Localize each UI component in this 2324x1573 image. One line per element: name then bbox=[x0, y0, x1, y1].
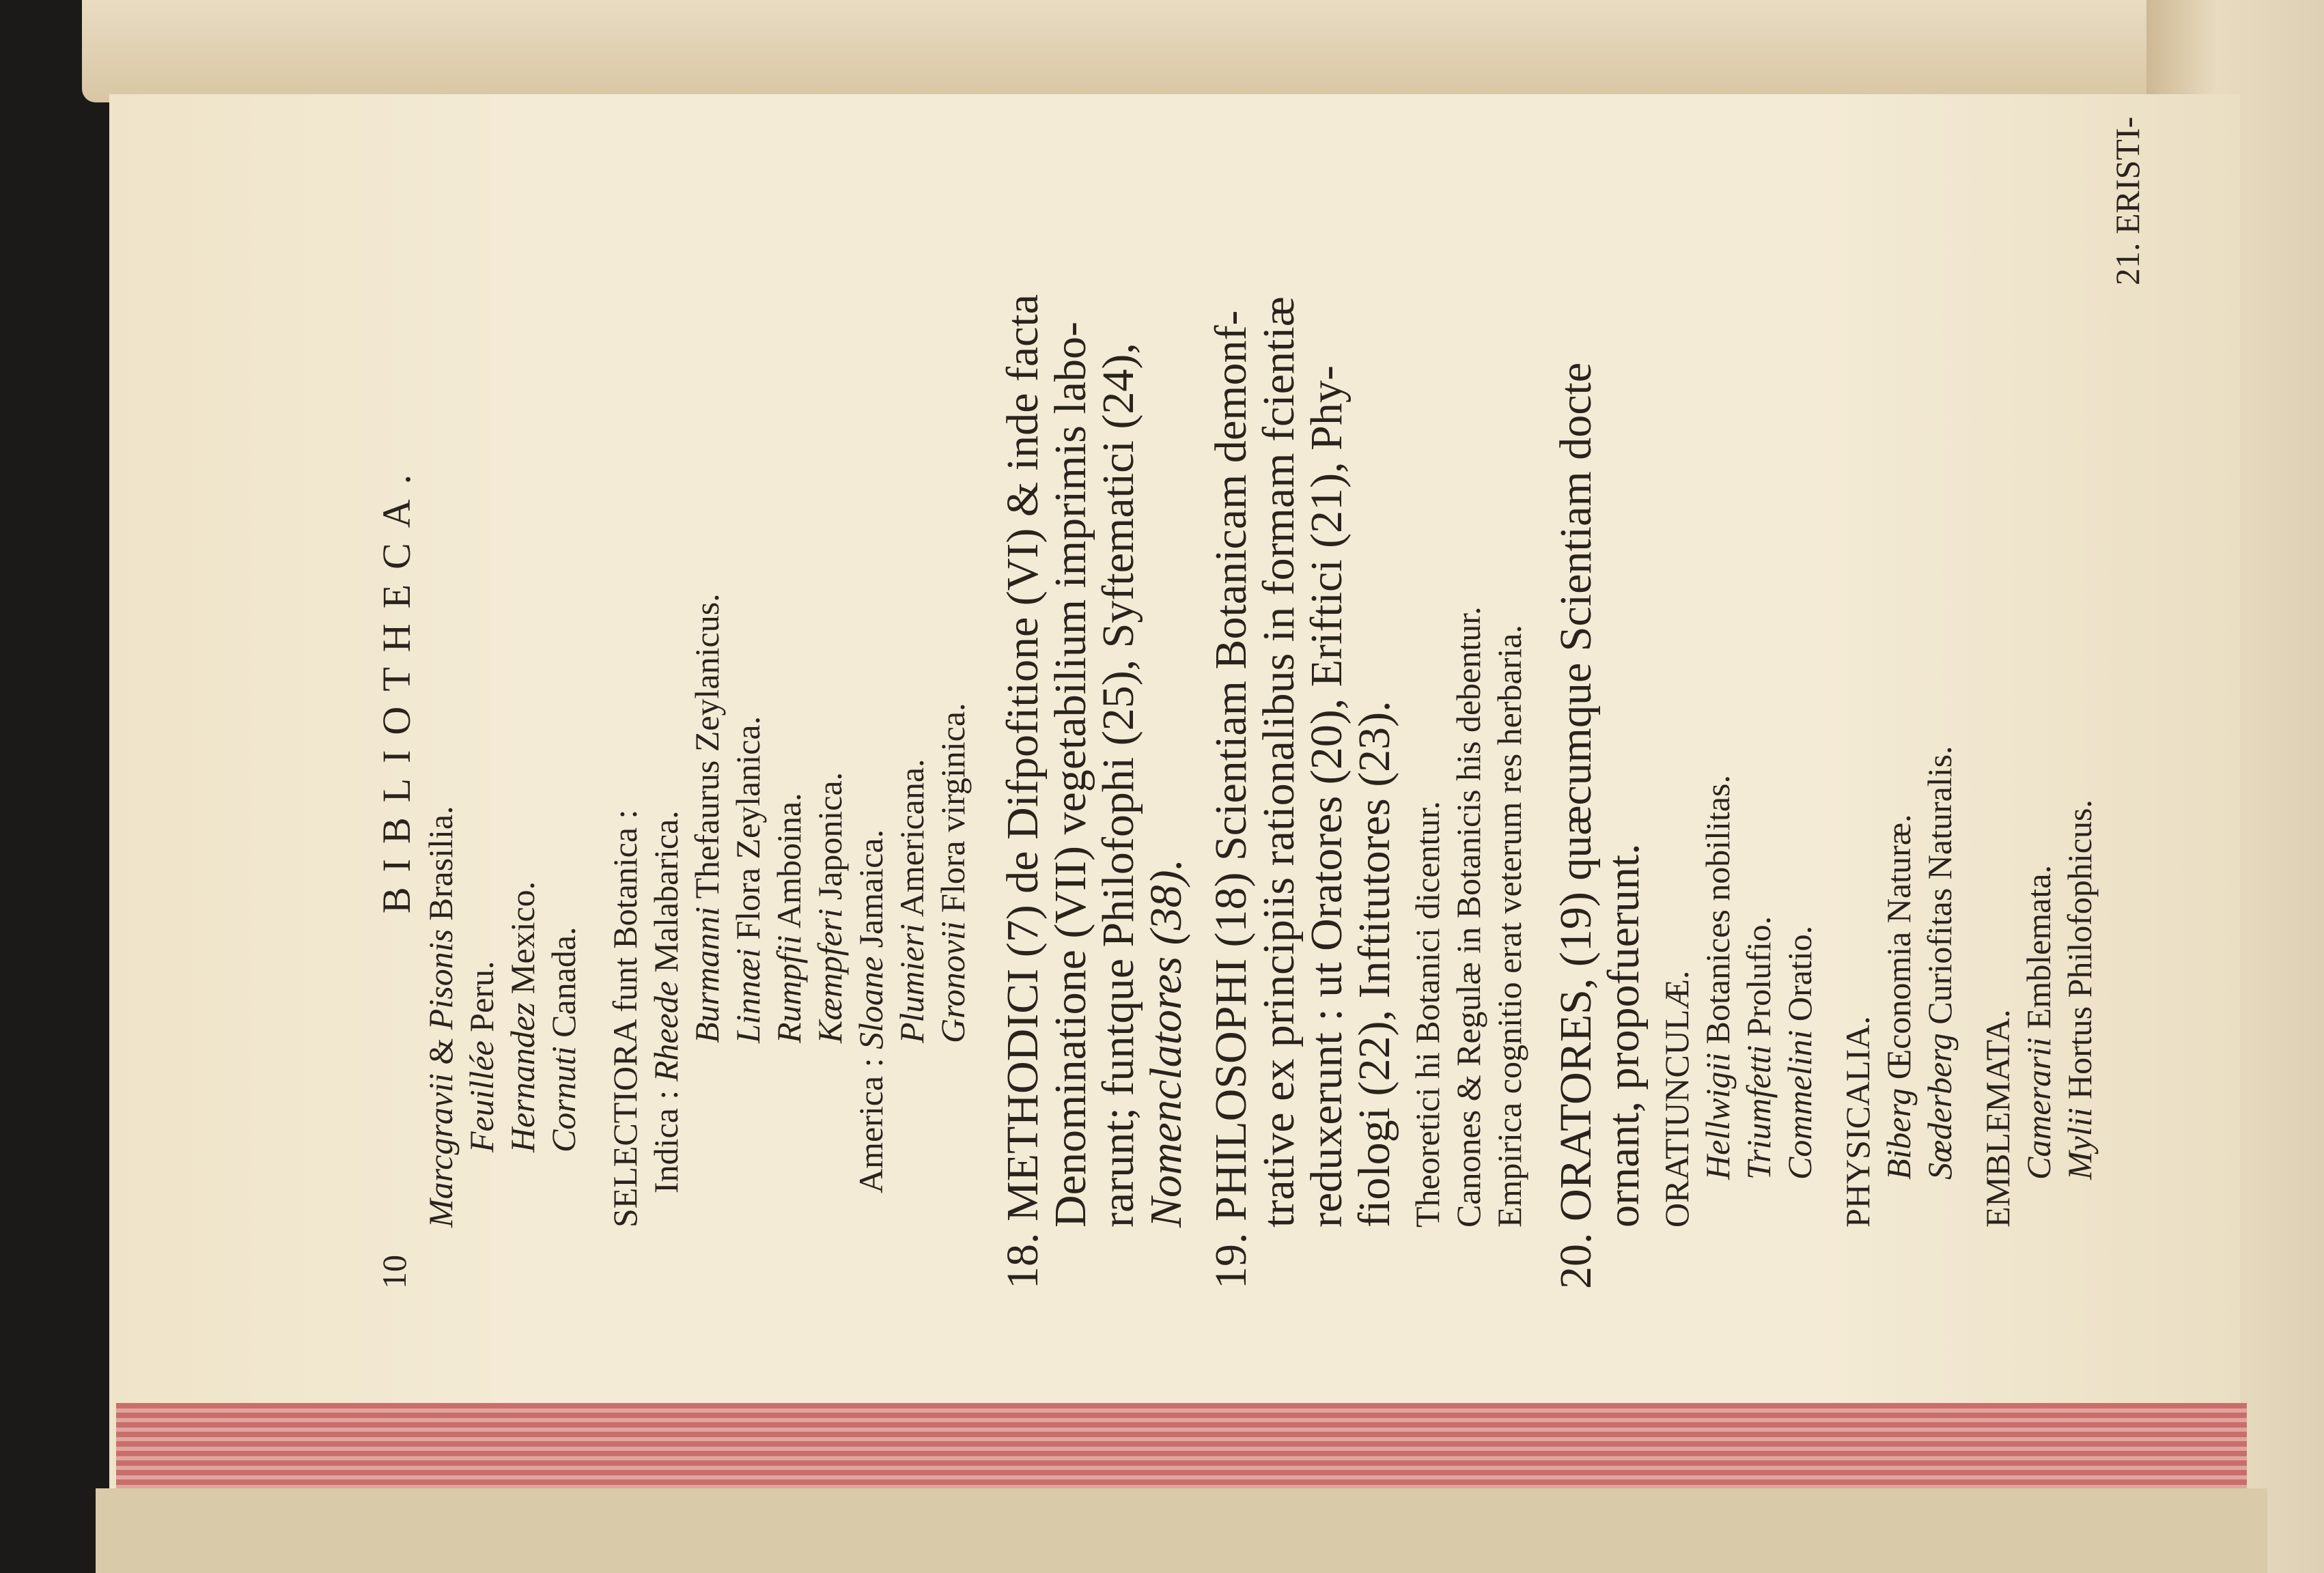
author: Pisonis bbox=[421, 929, 460, 1030]
title: Brasilia. bbox=[421, 806, 460, 921]
line-hellwigii bbox=[1700, 775, 1735, 1180]
author: Commelini bbox=[1780, 1030, 1819, 1180]
note-line-3: Empirica cognitio erat veterum res herbaria. bbox=[1490, 625, 1528, 1228]
line-biberg bbox=[1881, 814, 1916, 1180]
author: Gronovii bbox=[934, 921, 972, 1043]
section-18-line-3: rarunt; funtque Philofophi (25), Syftematici (24), bbox=[1093, 343, 1143, 1228]
author: Rumpfii bbox=[770, 935, 808, 1043]
line-4 bbox=[544, 926, 583, 1152]
author: Marcgravii bbox=[421, 1073, 460, 1228]
title: Amboina. bbox=[770, 793, 808, 929]
line-11 bbox=[854, 830, 888, 1193]
author: Cornuti bbox=[544, 1046, 583, 1152]
region-label: America : bbox=[852, 1058, 890, 1193]
line-mylii bbox=[2062, 799, 2097, 1180]
page-text bbox=[109, 94, 2240, 1494]
title: Canada. bbox=[544, 926, 583, 1038]
line-soederberg bbox=[1922, 746, 1957, 1180]
line-8 bbox=[731, 716, 765, 1043]
title: Botanices nobilitas. bbox=[1698, 775, 1737, 1045]
facing-page-edge bbox=[82, 0, 2240, 102]
author: Hellwigii bbox=[1698, 1052, 1737, 1180]
section-18-line-2: Denominatione (VII) vegetabilium imprimis labo- bbox=[1046, 322, 1095, 1228]
line-camerarii bbox=[2021, 865, 2056, 1180]
title: Oratio. bbox=[1780, 925, 1819, 1022]
section-20-line-1: 20. ORATORES, (19) quæcumque Scientiam docte bbox=[1551, 362, 1601, 1289]
title: Œconomia Naturæ. bbox=[1879, 814, 1918, 1080]
line-3 bbox=[505, 881, 540, 1152]
title: Americana. bbox=[893, 759, 931, 918]
author: Sœderberg bbox=[1920, 1033, 1959, 1180]
book-board bbox=[96, 1488, 2267, 1573]
line-10 bbox=[813, 772, 847, 1043]
emblemata-heading: EMBLEMATA. bbox=[1978, 1009, 2017, 1228]
section-19-line-2: trative ex principiis rationalibus in formam fcientiæ bbox=[1254, 296, 1304, 1228]
title: Thefaurus Zeylanicus. bbox=[688, 593, 726, 899]
author: Mylii bbox=[2060, 1107, 2099, 1180]
line-triumfetti bbox=[1741, 916, 1776, 1180]
section-19-line-4: fiologi (22), Inftitutores (23). bbox=[1349, 700, 1399, 1228]
note-line-2: Canones & Regulæ in Botanicis his debentur. bbox=[1449, 606, 1487, 1228]
line-1 bbox=[423, 806, 458, 1228]
region-label: Indica : bbox=[647, 1090, 685, 1193]
section-19-line-3: reduxerunt : ut Oratores (20), Eriftici (21), Phy- bbox=[1302, 365, 1352, 1228]
title: Hortus Philofophicus. bbox=[2060, 799, 2099, 1099]
section-18-line-1: 18. METHODICI (7) de Difpofitione (VI) & inde facta bbox=[998, 294, 1048, 1289]
section-19-line-1: 19. PHILOSOPHI (18) Scientiam Botanicam demonf- bbox=[1206, 310, 1256, 1289]
author: Rheede bbox=[647, 981, 685, 1082]
line-commelini bbox=[1782, 926, 1817, 1180]
title: Flora virginica. bbox=[934, 703, 972, 913]
rotated-page-text bbox=[109, 94, 2240, 1494]
author: Burmanni bbox=[688, 907, 726, 1043]
author: Camerarii bbox=[2019, 1037, 2058, 1180]
section-18-line-4: Nomenclatores (38). bbox=[1141, 858, 1191, 1228]
title: Mexico. bbox=[503, 881, 542, 995]
line-5: SELECTIORA funt Botanica : bbox=[606, 809, 644, 1228]
author: Linnæi bbox=[729, 948, 767, 1043]
title: Emblemata. bbox=[2019, 864, 2058, 1030]
title: Prolufio. bbox=[1739, 916, 1778, 1037]
title: Curiofitas Naturalis. bbox=[1920, 746, 1959, 1025]
author: Plumieri bbox=[893, 924, 931, 1043]
line-2 bbox=[464, 961, 499, 1152]
author: Biberg bbox=[1879, 1088, 1918, 1180]
author: Hernandez bbox=[503, 1002, 542, 1152]
title: Malabarica. bbox=[647, 810, 685, 973]
page-number: 10 bbox=[375, 1255, 413, 1289]
line-13 bbox=[936, 703, 970, 1043]
author: Triumfetti bbox=[1739, 1045, 1778, 1180]
conjunction: & bbox=[421, 1038, 460, 1065]
title: Japonica. bbox=[811, 771, 849, 901]
line-12 bbox=[895, 759, 929, 1043]
author: Kæmpferi bbox=[811, 908, 849, 1043]
line-9 bbox=[772, 793, 806, 1043]
oratiunculae-heading: ORATIUNCULÆ. bbox=[1657, 970, 1696, 1228]
title: Jamaica. bbox=[852, 829, 890, 948]
section-20-line-2: ornant, propofuerunt. bbox=[1599, 843, 1649, 1228]
title: Flora Zeylanica. bbox=[729, 715, 767, 940]
running-title: BIBLIOTHECA. bbox=[374, 459, 419, 913]
note-line-1: Theoretici hi Botanici dicentur. bbox=[1408, 801, 1446, 1228]
title: Peru. bbox=[462, 961, 501, 1032]
author: Sloane bbox=[852, 956, 890, 1049]
line-6 bbox=[649, 810, 683, 1193]
line-7 bbox=[690, 593, 724, 1043]
catchword: 21. ERISTI- bbox=[2108, 116, 2146, 285]
author: Feuillée bbox=[462, 1040, 501, 1152]
physicalia-heading: PHYSICALIA. bbox=[1838, 1016, 1877, 1228]
